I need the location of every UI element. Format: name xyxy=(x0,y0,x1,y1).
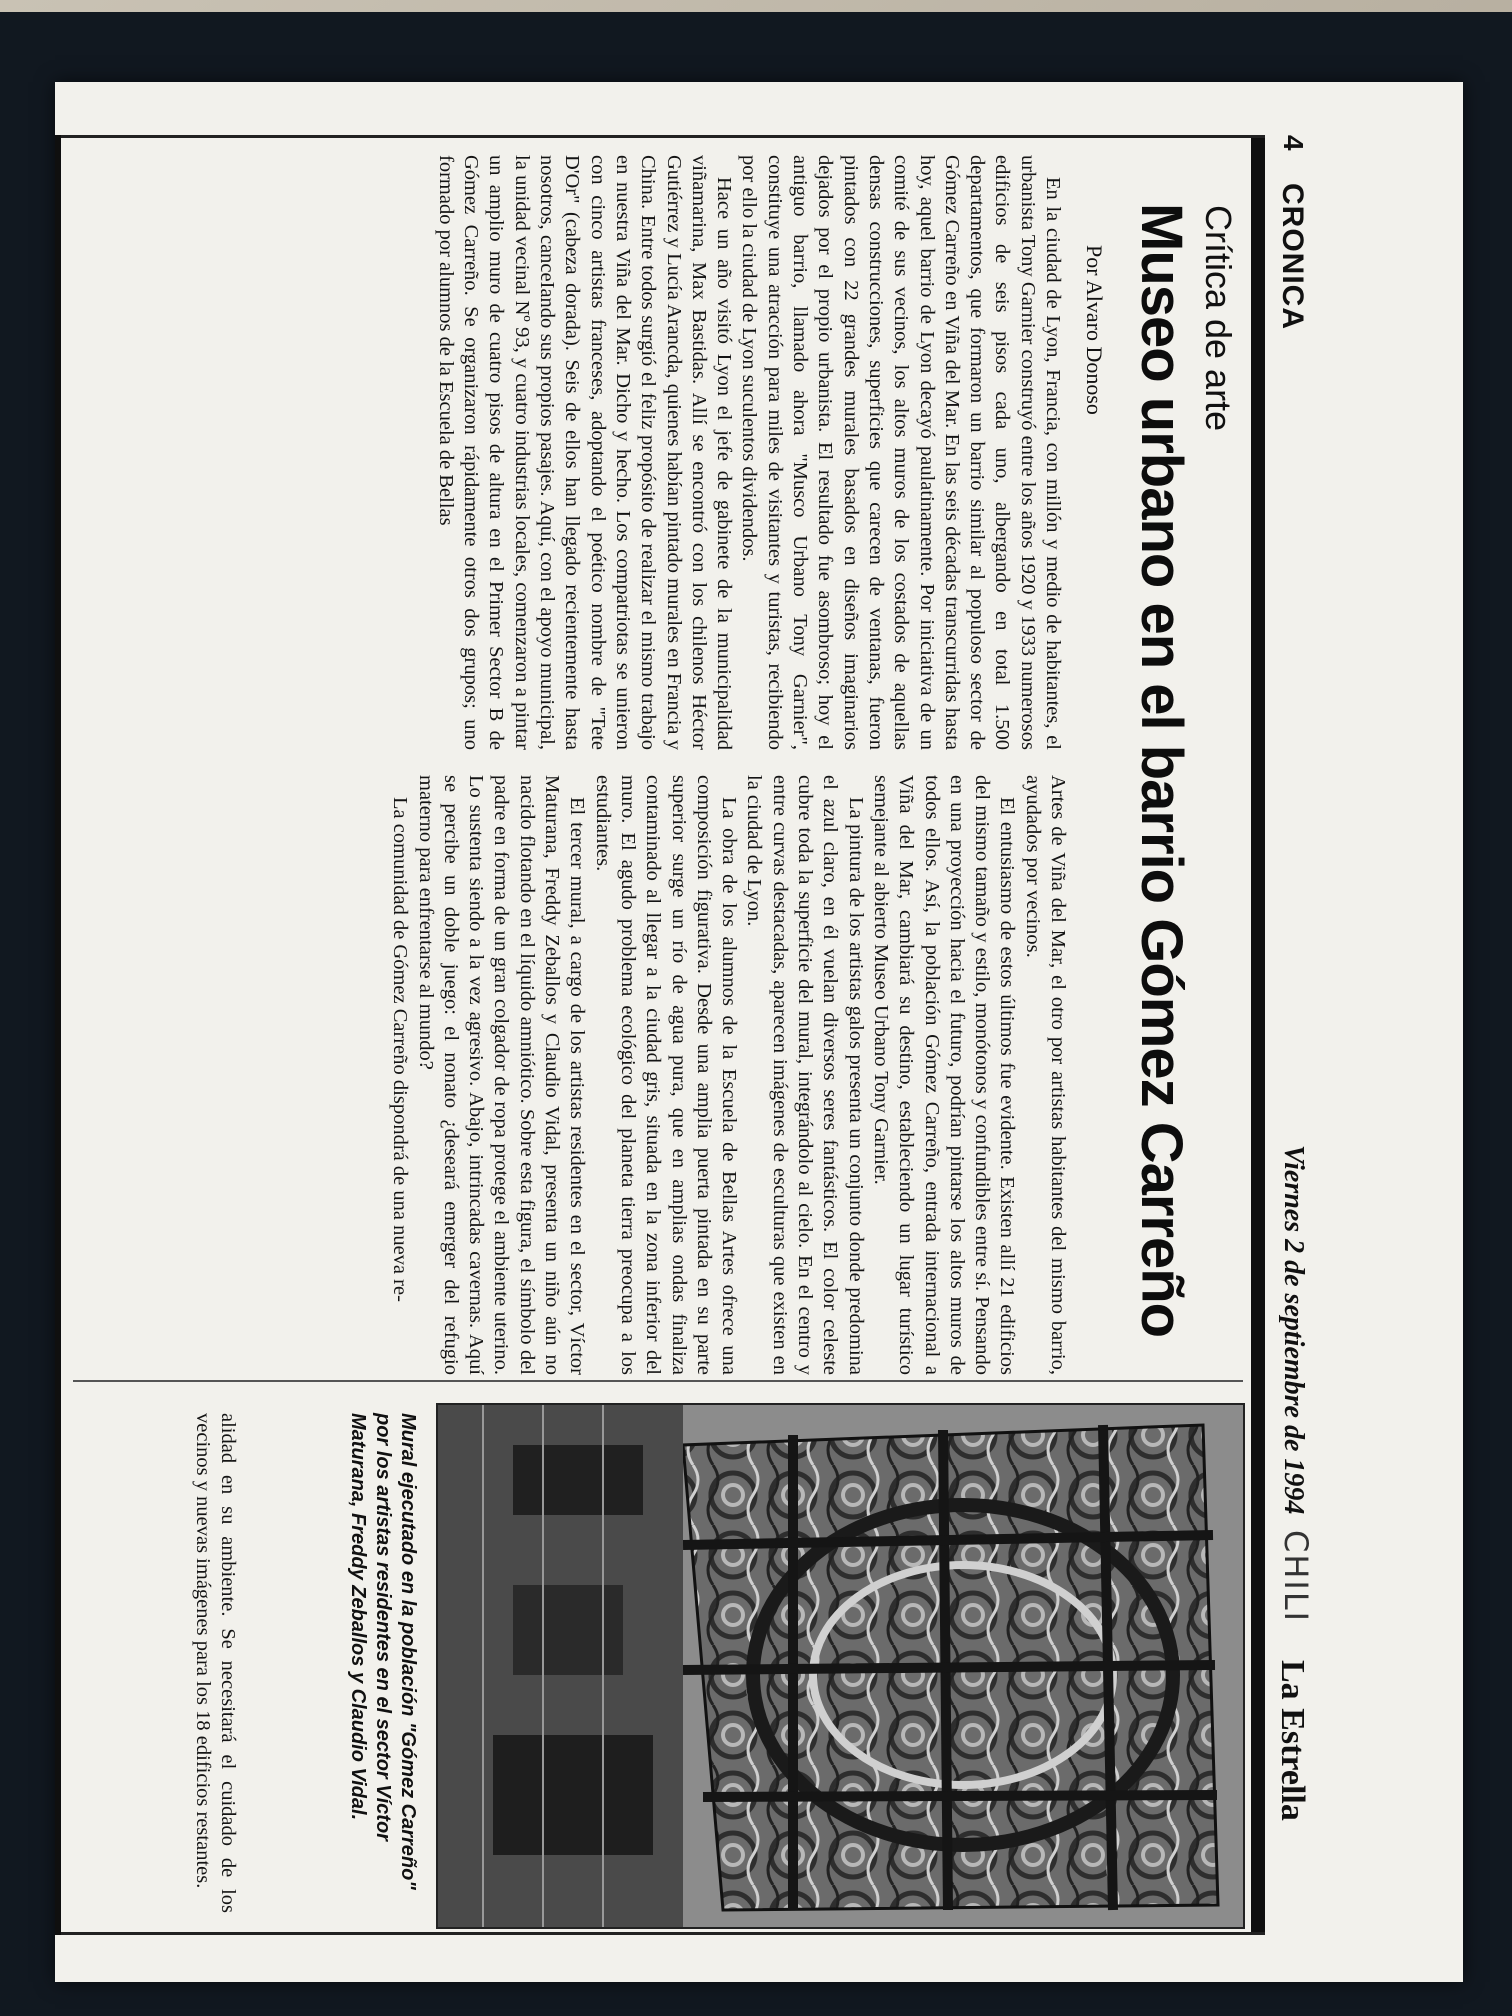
article-headline: Museo urbano en el barrio Gómez Carreño xyxy=(1129,203,1194,1338)
paragraph: El entusiasmo de estos últimos fue evidente. Existen allí 21 edificios del mismo tamaño y estilo, monótonos y confundibles entre sí. Pensando en una proyección hacia el futuro, podrían pintarse los altos muros de todos ellos. Así, la población Gómez Carreño, entrada internacional a Viña del Mar, cambiará su destino, estableciendo un lugar turístico semejante al abierto Museo Urbano Tony Garnier. xyxy=(869,775,1019,1375)
newspaper-name: La Estrella xyxy=(1274,1660,1311,1821)
handwritten-note: CHILI xyxy=(1277,1530,1315,1624)
page-number: 4 xyxy=(1278,135,1309,151)
paragraph: Artes de Viña del Mar, el otro por artistas habitantes del mismo barrio, ayudados por vecinos. xyxy=(1021,775,1069,1375)
article-kicker: Crítica de arte xyxy=(1198,205,1239,432)
footer-rule xyxy=(55,135,61,1935)
mural-photo xyxy=(436,1403,1245,1929)
header-rule xyxy=(1251,135,1265,1935)
paragraph: La obra de los alumnos de la Escuela de Bellas Artes ofrece una composición figurativa. Desde una amplia puerta pintada en su parte superior surge un río de agua pura, que en amplias ondas finaliza contaminado al llegar a la ciudad gris, situada en la zona inferior del muro. El agudo problema ecológico del planeta tierra preocupa a los estudiantes. xyxy=(591,775,741,1375)
photo-caption: Mural ejecutado en la población "Gómez Carreño" por los artistas residentes en el sector Víctor Maturana, Freddy Zeballos y Claudio Vidal. xyxy=(347,1413,419,1890)
paragraph: En la ciudad de Lyon, Francia, con millón y medio de habitantes, el urbanista Tony Garnier construyó entre los años 1920 y 1933 numerosos edificios de seis pisos cada uno, albergando en total 1.500 departamentos, que formaron un barrio similar al populoso sector de Gómez Carreño en Viña del Mar. En las seis décadas transcurridas hasta hoy, aquel barrio de Lyon decayó paulatinamente. Por iniciativa de un comité de sus vecinos, los altos muros de los costados de aquellas densas construcciones, superficies que carecen de ventanas, fueron pintados con 22 grandes murales basados en diseños imaginarios dejados por el propio urbanista. El resultado fue asombroso; hoy el antiguo barrio, llamado ahora "Musco Urbano Tony Garnier", constituye una atracción para miles de visitantes y turistas, recibiendo por ello la ciudad de Lyon suculentos dividendos. xyxy=(738,155,1064,750)
frame-left-rule xyxy=(55,135,1265,138)
newspaper-clipping xyxy=(15,135,1315,1935)
section-name: CRONICA xyxy=(1276,183,1309,330)
paragraph: La pintura de los artistas galos presenta un conjunto donde predomina el azul claro, en él vuelan diversos seres fantásticos. El color celeste cubre toda la superficie del mural, integrándolo al cielo. En el centro y entre curvas destacadas, aparecen imágenes de esculturas que existen en la ciudad de Lyon. xyxy=(743,775,867,1375)
paragraph: El tercer mural, a cargo de los artistas residentes en el sector, Víctor Maturana, Freddy Zeballos y Claudio Vidal, presenta un niño aún no nacido flotando en el líquido amniótico. Sobre esta figura, el símbolo del padre en forma de un gran colgador de ropa protege el ambiente uterino. Lo sustenta siendo a la vez agresivo. Abajo, intrincadas cavernas. Aquí se percibe un doble juego: el nonato ¿deseará emerger del refugio materno para enfrentarse al mundo? xyxy=(414,775,589,1375)
article-column-3 xyxy=(189,1413,240,1913)
paragraph: La comunidad de Gómez Carreño dispondrá de una nueva re- xyxy=(389,797,412,1302)
column-divider xyxy=(73,1380,1243,1382)
article-byline: Por Alvaro Donoso xyxy=(1082,245,1107,415)
article-column-1 xyxy=(433,155,1065,750)
page-header xyxy=(1265,135,1315,1935)
publication-date: Viernes 2 de septiembre de 1994 xyxy=(1278,1145,1309,1515)
paragraph: alidad en su ambiente. Se necesitará el cuidado de los vecinos y nuevas imágenes para los 18 edificios restantes. xyxy=(191,1413,239,1913)
mural-photo-image xyxy=(438,1405,1243,1927)
frame-right-rule xyxy=(55,1932,1265,1935)
paragraph: Hace un año visitó Lyon el jefe de gabinete de la municipalidad viñamarina, Max Bastidas. Allí se encontró con los chilenos Héctor Gutiérrez y Lucía Arancda, quienes habían pintado murales en Francia y China. Entre todos surgió el feliz propósito de realizar el mismo trabajo en nuestra Viña del Mar. Dicho y hecho. Los compatriotas se unieron con cinco artistas franceses, adoptando el poético nombre de "Tete D'Or" (cabeza dorada). Seis de ellos han llegado recientemente hasta nosotros, canceIando sus propios pasajes. Aquí, con el apoyo municipal, la unidad vecinal Nº 93, y cuatro industrias locales, comenzaron a pintar un amplio muro de cuatro pisos de altura en el Primer Sector B de Gómez Carreño. Se organizaron rápidamente otros dos grupos; uno formado por alumnos de la Escuela de Bellas xyxy=(434,155,736,750)
article-column-2 xyxy=(387,775,1070,1375)
